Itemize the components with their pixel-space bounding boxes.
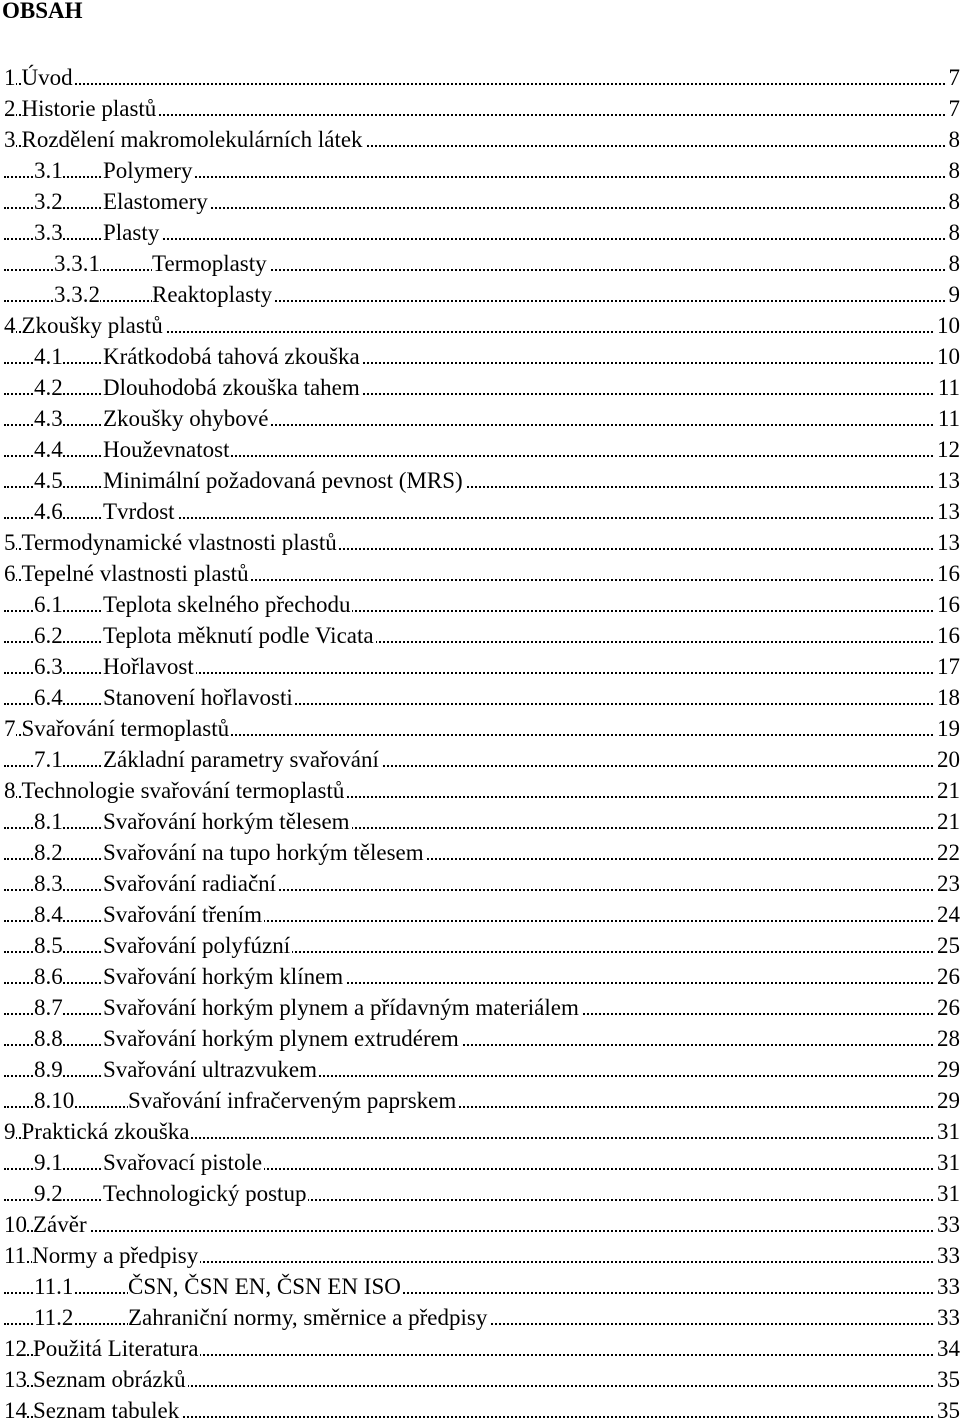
toc-entry-label: Hořlavost [103,651,196,682]
toc-entry-page: 7 [946,93,960,124]
toc-entry-page: 31 [934,1116,960,1147]
toc-entry-label: Termoplasty [152,248,269,279]
toc-entry[interactable] [4,1147,960,1178]
toc-entry-label: Polymery [103,155,194,186]
toc-entry[interactable] [4,496,960,527]
toc-entry-number: 8.8 [34,1023,63,1054]
toc-entry[interactable] [4,1333,960,1364]
toc-entry-page: 11 [935,403,960,434]
toc-entry-number: 8.10 [34,1085,74,1116]
toc-entry-label: Reaktoplasty [152,279,274,310]
toc-entry[interactable] [4,341,960,372]
toc-entry[interactable] [4,620,960,651]
toc-entry-page: 25 [934,930,960,961]
dot-leader [4,269,960,271]
toc-entry-label: Tvrdost [103,496,177,527]
toc-entry-label: Závěr [33,1209,89,1240]
toc-entry-number: 9.2 [34,1178,63,1209]
toc-entry-label: Zkoušky ohybové [103,403,270,434]
toc-entry-number: 8.7 [34,992,63,1023]
toc-entry-number: 4.5 [34,465,63,496]
toc-entry[interactable] [4,1364,960,1395]
toc-entry-page: 9 [946,279,960,310]
toc-entry-page: 7 [946,62,960,93]
toc-entry-number: 4.4 [34,434,63,465]
toc-entry[interactable] [4,651,960,682]
toc-entry-label: Historie plastů [22,93,159,124]
toc-entry-label: Základní parametry svařování [103,744,381,775]
toc-entry[interactable] [4,124,960,155]
toc-entry-page: 10 [934,341,960,372]
toc-entry-number: 4.3 [34,403,63,434]
toc-entry-number: 7 [4,713,16,744]
toc-entry-page: 8 [946,248,960,279]
toc-entry-number: 4.1 [34,341,63,372]
toc-entry-page: 31 [934,1147,960,1178]
toc-entry-label: Rozdělení makromolekulárních látek [22,124,365,155]
toc-entry-number: 8.6 [34,961,63,992]
toc-entry-number: 7.1 [34,744,63,775]
toc-entry-page: 8 [946,155,960,186]
toc-entry-number: 11.1 [34,1271,73,1302]
toc-entry[interactable] [4,713,960,744]
toc-entry-number: 8.4 [34,899,63,930]
toc-entry-label: Dlouhodobá zkouška tahem [103,372,362,403]
toc-entry[interactable] [4,62,960,93]
toc-entry-page: 23 [934,868,960,899]
toc-entry[interactable] [4,465,960,496]
toc-entry-label: Normy a předpisy [32,1240,200,1271]
toc-entry[interactable] [4,248,960,279]
toc-entry-page: 16 [934,589,960,620]
toc-entry[interactable] [4,217,960,248]
toc-entry-label: Svařování horkým plynem extrudérem [103,1023,461,1054]
toc-entry[interactable] [4,1085,960,1116]
toc-entry-number: 1 [4,62,16,93]
toc-entry-page: 16 [934,620,960,651]
toc-entry[interactable] [4,1240,960,1271]
toc-entry[interactable] [4,1178,960,1209]
toc-entry-number: 4.2 [34,372,63,403]
toc-entry-label: Úvod [22,62,75,93]
toc-entry-number: 8.2 [34,837,63,868]
toc-entry-label: Technologie svařování termoplastů [22,775,347,806]
toc-entry-number: 3.3.2 [54,279,100,310]
toc-entry-number: 8 [4,775,16,806]
toc-entry-page: 8 [946,217,960,248]
toc-entry-page: 19 [934,713,960,744]
toc-entry[interactable] [4,837,960,868]
toc-entry-number: 5 [4,527,16,558]
toc-entry-page: 33 [934,1302,960,1333]
toc-entry-number: 9 [4,1116,16,1147]
toc-entry[interactable] [4,868,960,899]
toc-entry-page: 18 [934,682,960,713]
toc-entry-label: Seznam tabulek [33,1395,181,1426]
toc-entry-label: Svařování horkým klínem [103,961,345,992]
toc-entry-label: Houževnatost [103,434,231,465]
toc-entry[interactable] [4,930,960,961]
toc-entry-page: 12 [934,434,960,465]
toc-entry-number: 3.1 [34,155,63,186]
toc-entry-page: 11 [935,372,960,403]
toc-entry-number: 6 [4,558,16,589]
toc-entry-number: 8.9 [34,1054,63,1085]
toc-entry[interactable] [4,1116,960,1147]
toc-entry-page: 10 [934,310,960,341]
toc-entry-page: 22 [934,837,960,868]
toc-entry-number: 2 [4,93,16,124]
toc-entry-page: 8 [946,186,960,217]
toc-entry-label: Svařování na tupo horkým tělesem [103,837,426,868]
toc-entry[interactable] [4,1209,960,1240]
toc-entry-number: 3.3.1 [54,248,100,279]
toc-entry-page: 21 [934,775,960,806]
toc-entry-page: 33 [934,1271,960,1302]
toc-entry-label: Zkoušky plastů [22,310,165,341]
toc-entry-page: 8 [946,124,960,155]
toc-entry-number: 12 [4,1333,27,1364]
toc-entry-page: 33 [934,1209,960,1240]
toc-entry-page: 24 [934,899,960,930]
toc-entry-page: 34 [934,1333,960,1364]
toc-entry-label: Svařování infračerveným paprskem [128,1085,458,1116]
dot-leader [4,1230,960,1232]
toc-entry-number: 13 [4,1364,27,1395]
toc-entry[interactable] [4,744,960,775]
toc-entry-label: Svařovací pistole [103,1147,264,1178]
toc-entry-page: 31 [934,1178,960,1209]
toc-entry-label: Plasty [103,217,161,248]
toc-entry-label: ČSN, ČSN EN, ČSN EN ISO [128,1271,403,1302]
toc-entry-number: 14 [4,1395,27,1426]
toc-entry[interactable] [4,589,960,620]
toc-entry-number: 8.3 [34,868,63,899]
toc-entry[interactable] [4,279,960,310]
toc-entry-page: 26 [934,992,960,1023]
toc-entry[interactable] [4,527,960,558]
toc-entry-label: Teplota skelného přechodu [103,589,352,620]
toc-entry-page: 13 [934,496,960,527]
toc-entry-number: 4.6 [34,496,63,527]
toc-entry[interactable] [4,403,960,434]
toc-entry-page: 29 [934,1085,960,1116]
toc-entry-label: Zahraniční normy, směrnice a předpisy [128,1302,489,1333]
table-of-contents [4,62,960,1426]
toc-entry-number: 9.1 [34,1147,63,1178]
toc-entry-number: 6.2 [34,620,63,651]
toc-entry-number: 3.3 [34,217,63,248]
toc-entry-label: Svařování polyfúzní [103,930,292,961]
toc-entry-number: 6.3 [34,651,63,682]
toc-entry-label: Praktická zkouška [22,1116,192,1147]
toc-entry[interactable] [4,992,960,1023]
toc-entry-label: Stanovení hořlavosti [103,682,295,713]
toc-entry-page: 16 [934,558,960,589]
toc-entry[interactable] [4,806,960,837]
toc-entry-label: Krátkodobá tahová zkouška [103,341,362,372]
toc-entry[interactable] [4,961,960,992]
toc-entry-label: Svařování radiační [103,868,278,899]
toc-entry-page: 21 [934,806,960,837]
toc-entry[interactable] [4,775,960,806]
toc-entry[interactable] [4,155,960,186]
toc-entry[interactable] [4,558,960,589]
toc-entry-label: Minimální požadovaná pevnost (MRS) [103,465,465,496]
toc-entry-label: Svařování termoplastů [22,713,232,744]
dot-leader [4,300,960,302]
toc-entry-label: Teplota měknutí podle Vicata [103,620,376,651]
toc-entry-number: 6.1 [34,589,63,620]
toc-entry-number: 3.2 [34,186,63,217]
toc-entry-number: 10 [4,1209,27,1240]
toc-entry-label: Technologický postup [103,1178,308,1209]
toc-entry[interactable] [4,682,960,713]
toc-entry-page: 33 [934,1240,960,1271]
toc-entry[interactable] [4,186,960,217]
toc-entry[interactable] [4,1302,960,1333]
toc-entry-label: Elastomery [103,186,210,217]
toc-entry[interactable] [4,310,960,341]
toc-entry-number: 8.1 [34,806,63,837]
toc-entry[interactable] [4,1271,960,1302]
toc-entry-label: Termodynamické vlastnosti plastů [22,527,339,558]
toc-entry-page: 35 [934,1364,960,1395]
toc-entry-label: Tepelné vlastnosti plastů [22,558,251,589]
toc-entry-number: 11.2 [34,1302,73,1333]
toc-entry-page: 17 [934,651,960,682]
dot-leader [4,83,960,85]
toc-entry-page: 20 [934,744,960,775]
toc-entry-number: 8.5 [34,930,63,961]
toc-entry-page: 26 [934,961,960,992]
toc-entry[interactable] [4,1395,960,1426]
toc-entry-label: Seznam obrázků [33,1364,188,1395]
page-title: OBSAH [2,0,83,25]
toc-entry-label: Svařování třením [103,899,264,930]
toc-entry-page: 29 [934,1054,960,1085]
toc-entry-label: Svařování ultrazvukem [103,1054,319,1085]
toc-entry-page: 28 [934,1023,960,1054]
toc-entry-number: 6.4 [34,682,63,713]
toc-entry-number: 11 [4,1240,26,1271]
toc-entry[interactable] [4,93,960,124]
toc-entry-number: 4 [4,310,16,341]
toc-entry-label: Použitá Literatura [33,1333,200,1364]
toc-entry-page: 13 [934,465,960,496]
toc-entry[interactable] [4,434,960,465]
toc-entry[interactable] [4,1023,960,1054]
toc-entry-number: 3 [4,124,16,155]
toc-entry-page: 13 [934,527,960,558]
toc-entry-label: Svařování horkým tělesem [103,806,352,837]
toc-entry-page: 35 [934,1395,960,1426]
toc-entry-label: Svařování horkým plynem a přídavným materiálem [103,992,581,1023]
toc-entry[interactable] [4,372,960,403]
toc-entry[interactable] [4,1054,960,1085]
toc-entry[interactable] [4,899,960,930]
